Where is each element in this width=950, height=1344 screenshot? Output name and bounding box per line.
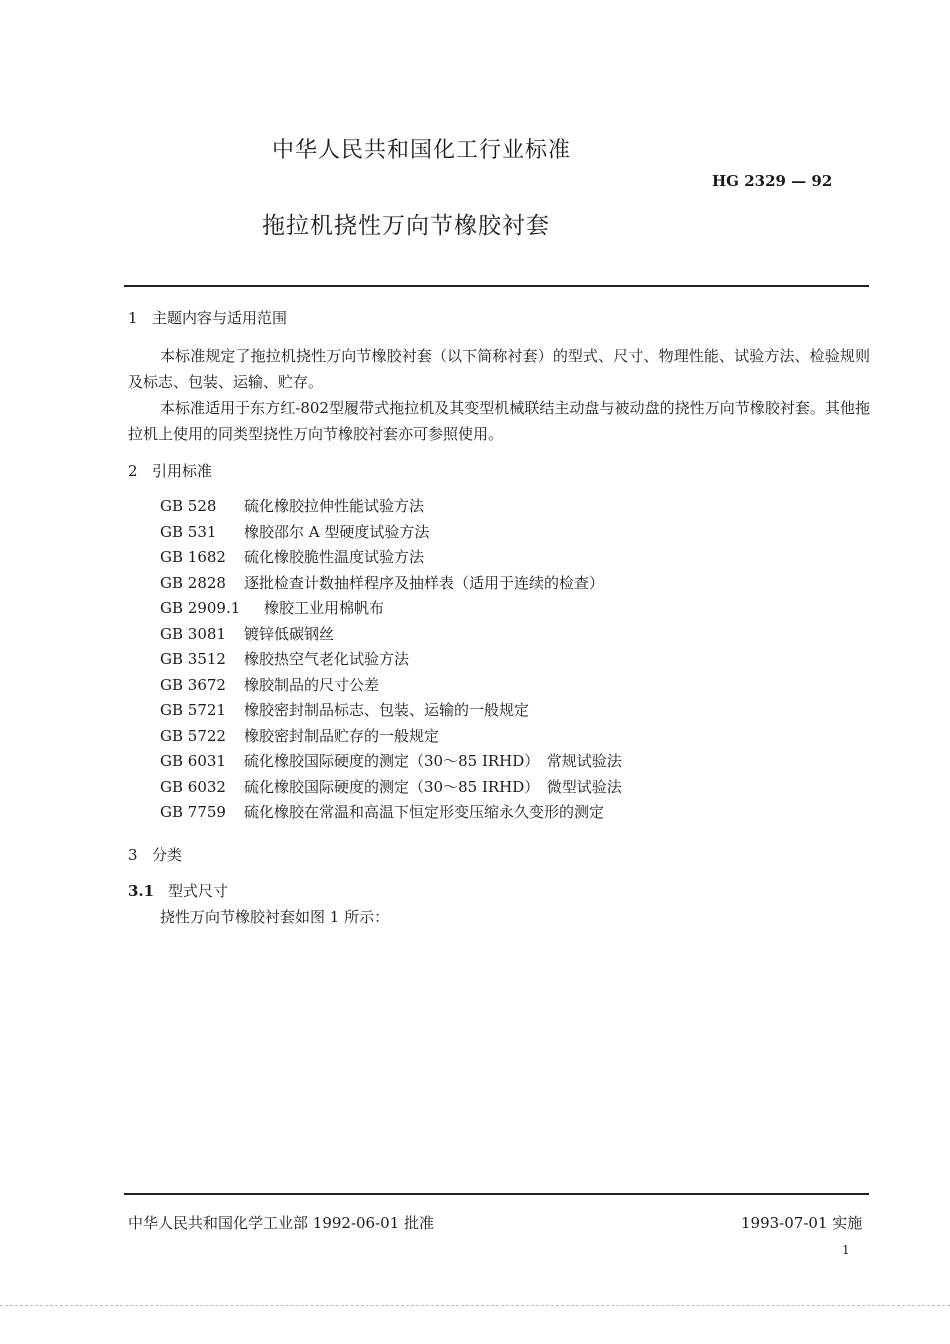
reference-code: GB 531 (160, 522, 217, 541)
list-item (160, 698, 622, 724)
reference-code: GB 6031 (160, 752, 226, 770)
list-item (160, 647, 622, 673)
section-title: 引用标准 (152, 462, 213, 480)
section-title: 主题内容与适用范围 (152, 309, 288, 327)
reference-title: 橡胶制品的尺寸公差 (244, 675, 380, 694)
section-3-heading (128, 844, 182, 865)
list-item (160, 596, 622, 622)
list-item (160, 622, 622, 648)
reference-code: GB 6032 (160, 777, 226, 796)
reference-title: 硫化橡胶国际硬度的测定（30～85 IRHD） 常规试验法 (244, 752, 622, 770)
page-number: 1 (842, 1243, 850, 1257)
standard-code: HG 2329 — 92 (712, 172, 833, 190)
list-item (160, 520, 622, 546)
list-item (160, 673, 622, 699)
paragraph: 本标准规定了拖拉机挠性万向节橡胶衬套（以下简称衬套）的型式、尺寸、物理性能、试验方法、检验规则及标志、包装、运输、贮存。 (128, 347, 870, 391)
reference-title: 橡胶密封制品贮存的一般规定 (244, 726, 440, 745)
reference-title: 硫化橡胶脆性温度试验方法 (244, 548, 425, 566)
scan-edge-line (0, 1305, 950, 1306)
reference-code: GB 3081 (160, 624, 226, 643)
figure-description: 挠性万向节橡胶衬套如图 1 所示： (160, 908, 390, 926)
reference-title: 橡胶密封制品标志、包装、运输的一般规定 (244, 701, 530, 719)
subsection-3-1-heading (128, 880, 228, 901)
reference-title: 硫化橡胶在常温和高温下恒定形变压缩永久变形的测定 (244, 803, 605, 821)
reference-code: GB 1682 (160, 548, 226, 566)
reference-code: GB 528 (160, 497, 217, 515)
section-number: 3 (128, 846, 138, 864)
section-1-heading (128, 307, 287, 328)
list-item (160, 494, 622, 520)
reference-title: 橡胶工业用棉帆布 (264, 599, 385, 617)
subsection-number: 3.1 (128, 882, 155, 900)
footer-divider (124, 1193, 869, 1195)
section-number: 1 (128, 309, 138, 327)
reference-title: 硫化橡胶国际硬度的测定（30～85 IRHD） 微型试验法 (244, 777, 622, 796)
list-item (160, 775, 622, 801)
reference-title: 橡胶热空气老化试验方法 (244, 650, 410, 668)
section-2-heading (128, 460, 212, 481)
reference-code: GB 2828 (160, 573, 226, 592)
document-title: 拖拉机挠性万向节橡胶衬套 (262, 213, 550, 239)
implementation-date: 1993-07-01 实施 (741, 1214, 863, 1232)
list-item (160, 724, 622, 750)
section-number: 2 (128, 462, 138, 480)
reference-code: GB 3512 (160, 650, 226, 668)
header-divider (124, 285, 869, 287)
section-title: 分类 (152, 846, 183, 864)
reference-code: GB 5721 (160, 701, 226, 719)
reference-title: 橡胶邵尔 A 型硬度试验方法 (244, 522, 430, 541)
reference-title: 硫化橡胶拉伸性能试验方法 (244, 497, 425, 515)
list-item (160, 800, 622, 826)
approval-line: 中华人民共和国化学工业部 1992-06-01 批准 (128, 1214, 435, 1232)
reference-title: 逐批检查计数抽样程序及抽样表（适用于连续的检查） (244, 573, 605, 592)
paragraph: 本标准适用于东方红-802型履带式拖拉机及其变型机械联结主动盘与被动盘的挠性万向节橡胶衬套。其他拖拉机上使用的同类型挠性万向节橡胶衬套亦可参照使用。 (128, 399, 870, 443)
reference-code: GB 5722 (160, 726, 226, 745)
list-item (160, 571, 622, 597)
reference-code: GB 7759 (160, 803, 226, 821)
reference-list (160, 494, 622, 826)
list-item (160, 545, 622, 571)
list-item (160, 749, 622, 775)
reference-code: GB 2909.1 (160, 599, 241, 617)
subsection-title: 型式尺寸 (168, 882, 229, 900)
issuer-title: 中华人民共和国化工行业标准 (272, 138, 572, 163)
reference-code: GB 3672 (160, 675, 226, 694)
reference-title: 镀锌低碳钢丝 (244, 624, 335, 643)
